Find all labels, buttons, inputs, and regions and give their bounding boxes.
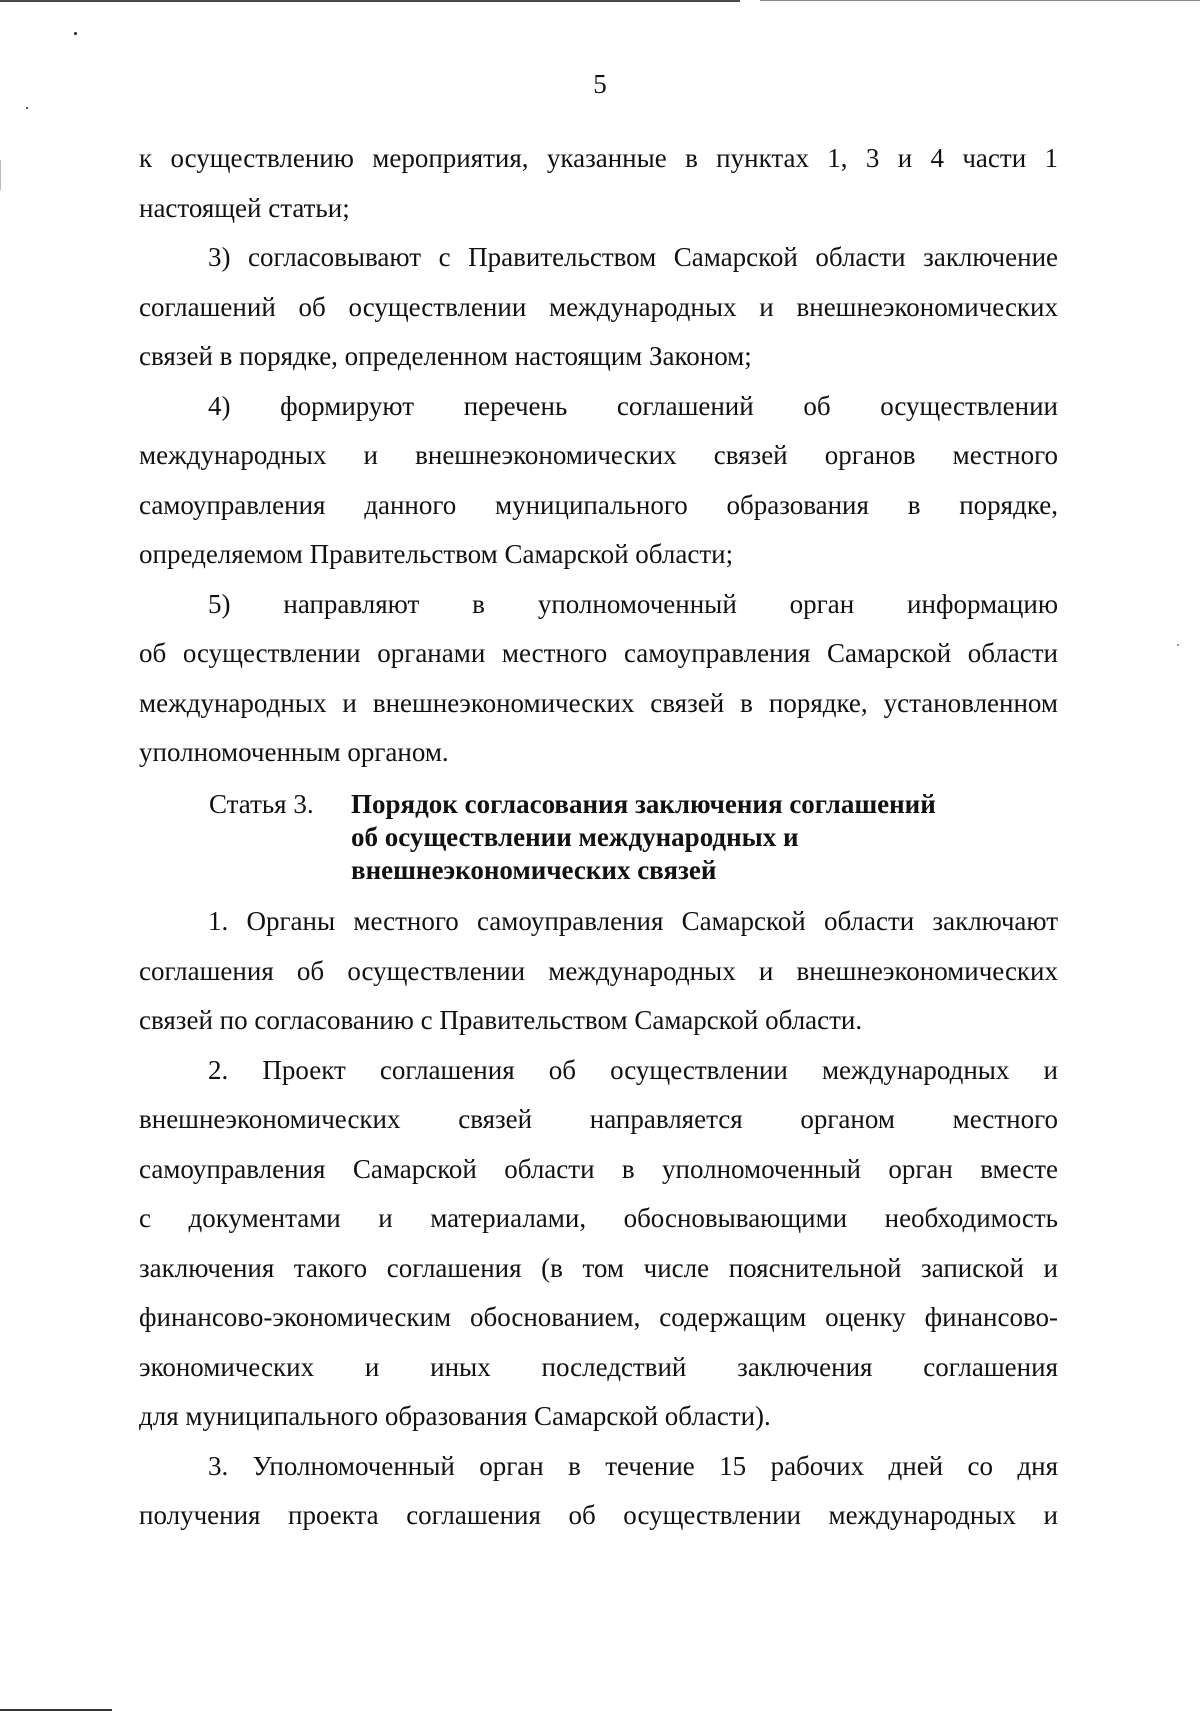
text-line: внешнеэкономических связей направляется органом местного xyxy=(139,1104,1058,1134)
paragraph xyxy=(139,134,1058,233)
paragraph-point-2 xyxy=(139,1046,1058,1442)
text-line: 2. Проект соглашения об осуществлении международных и xyxy=(208,1054,1058,1085)
paragraph-point-3 xyxy=(139,1442,1058,1541)
text-line: международных и внешнеэкономических связей в порядке, установленном xyxy=(139,687,1058,718)
article-title-line: внешнеэкономических связей xyxy=(351,855,717,885)
text-line: связей по согласованию с Правительством Самарской области. xyxy=(139,1005,863,1035)
text-line: для муниципального образования Самарской области). xyxy=(139,1401,771,1431)
article-title-line: Порядок согласования заключения соглашений xyxy=(351,789,936,819)
body-text-bottom xyxy=(139,897,1058,1541)
paragraph-point-1 xyxy=(139,897,1058,1046)
text-line: об осуществлении органами местного самоуправления Самарской области xyxy=(139,638,1058,668)
text-line: соглашения об осуществлении международных и внешнеэкономических xyxy=(139,955,1058,986)
article-title xyxy=(351,788,936,887)
scan-speck xyxy=(1177,644,1179,646)
text-line: экономических и иных последствий заключения соглашения xyxy=(139,1351,1058,1382)
text-line: с документами и материалами, обосновывающими необходимость xyxy=(139,1203,1058,1233)
text-line: соглашений об осуществлении международных и внешнеэкономических xyxy=(139,291,1058,322)
text-line: 3. Уполномоченный орган в течение 15 рабочих дней со дня xyxy=(208,1450,1058,1481)
text-line: к осуществлению мероприятия, указанные в пунктах 1, 3 и 4 части 1 xyxy=(139,143,1058,173)
text-line: 1. Органы местного самоуправления Самарской области заключают xyxy=(208,906,1058,936)
text-line: международных и внешнеэкономических связей органов местного xyxy=(139,440,1058,470)
text-line: 3) согласовывают с Правительством Самарской области заключение xyxy=(208,242,1058,272)
article-title-line: об осуществлении международных и xyxy=(351,822,799,852)
text-line: уполномоченным органом. xyxy=(139,737,449,767)
body-text-top xyxy=(139,134,1058,778)
scan-speck xyxy=(26,107,28,109)
page-number: 5 xyxy=(593,69,607,99)
text-line: заключения такого соглашения (в том числе пояснительной запиской и xyxy=(139,1252,1058,1283)
text-line: финансово-экономическим обоснованием, содержащим оценку финансово- xyxy=(139,1302,1058,1332)
text-line: получения проекта соглашения об осуществлении международных и xyxy=(139,1500,1058,1530)
paragraph-item-3 xyxy=(139,233,1058,382)
scan-edge-top xyxy=(0,0,740,2)
text-line: самоуправления данного муниципального образования в порядке, xyxy=(139,489,1058,520)
text-line: 4) формируют перечень соглашений об осуществлении xyxy=(208,390,1058,421)
text-line: самоуправления Самарской области в уполномоченный орган вместе xyxy=(139,1153,1058,1184)
scan-mark xyxy=(0,160,1,190)
article-label: Статья 3. xyxy=(209,789,314,819)
scan-edge-top-right xyxy=(760,0,1200,1)
paragraph-item-4 xyxy=(139,382,1058,580)
text-line: связей в порядке, определенном настоящим Законом; xyxy=(139,341,752,371)
paragraph-item-5 xyxy=(139,580,1058,778)
scan-edge-bottom xyxy=(0,1709,112,1711)
text-line: настоящей статьи; xyxy=(139,192,350,223)
text-line: определяемом Правительством Самарской области; xyxy=(139,539,734,569)
scan-speck xyxy=(74,32,77,35)
text-line: 5) направляют в уполномоченный орган информацию xyxy=(208,588,1058,619)
